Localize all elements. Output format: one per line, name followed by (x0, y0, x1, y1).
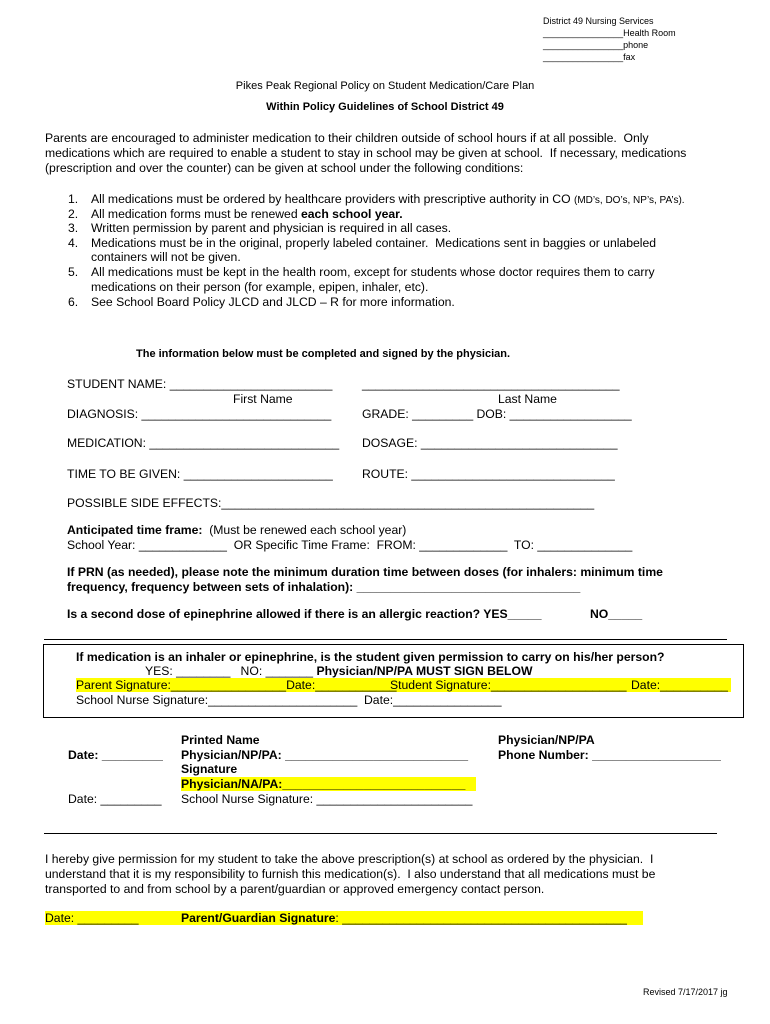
parent-guardian-line[interactable]: : __________________________________________ (335, 911, 627, 925)
list-item-number: 4. (68, 236, 79, 250)
nurse-date-field[interactable]: Date: _________ (68, 792, 162, 806)
list-item-number: 6. (68, 295, 79, 309)
physician-date-field[interactable]: Date: _________ (68, 748, 163, 762)
phone-line[interactable]: ________________phone (543, 40, 649, 50)
physician-signature-field[interactable]: Physician/NA/PA:___________________________ (181, 777, 466, 791)
list-item-text: All medications must be ordered by healthcare providers with prescriptive authority in CO (91, 192, 574, 206)
nurse-signature-field[interactable]: School Nurse Signature:______________________ Date:________________ (76, 693, 502, 707)
org-name: District 49 Nursing Services (543, 16, 654, 26)
parent-guardian-signature-field[interactable] (181, 911, 627, 925)
list-item-continued: medications on their person (for example, epipen, inhaler, etc). (91, 280, 429, 294)
list-item-number: 3. (68, 221, 79, 235)
list-item (91, 192, 685, 206)
phone-header: Physician/NP/PA (498, 733, 595, 747)
intro-line: (prescription and over the counter) can be given at school under the following conditions: (45, 161, 524, 175)
fax-line[interactable]: ________________fax (543, 52, 636, 62)
physician-notice: The information below must be completed and signed by the physician. (136, 348, 511, 360)
prn-field[interactable]: frequency, frequency between sets of inhalation): _________________________________ (67, 580, 581, 594)
medication-field[interactable]: MEDICATION: ____________________________ (67, 436, 340, 450)
diagnosis-field[interactable]: DIAGNOSIS: ____________________________ (67, 407, 332, 421)
list-item-emphasis: each school year. (301, 207, 403, 221)
intro-line: Parents are encouraged to administer medication to their children outside of school hours if at all possible. Only (45, 131, 649, 145)
list-item: Medications must be in the original, properly labeled container. Medications sent in baggies or unlabeled (91, 236, 657, 250)
epinephrine-no-option[interactable]: NO_____ (590, 607, 643, 621)
first-name-label: First Name (233, 392, 293, 406)
timeframe-label: Anticipated time frame: (67, 523, 203, 537)
list-item-continued: containers will not be given. (91, 250, 241, 264)
permission-line: I hereby give permission for my student to take the above prescription(s) at school as ordered by the physician. I (45, 852, 654, 866)
school-nurse-signature-field[interactable]: School Nurse Signature: _______________________ (181, 792, 473, 806)
student-date-field[interactable]: Date:__________ (631, 678, 728, 692)
health-room-line[interactable]: ________________Health Room (543, 28, 676, 38)
school-year-field[interactable]: School Year: _____________ OR Specific Time Frame: FROM: _____________ TO: ______________ (67, 538, 633, 552)
permission-line: understand that it is my responsibility to furnish this medication(s). I also understand that all medications must be (45, 867, 656, 881)
time-to-be-given-field[interactable]: TIME TO BE GIVEN: ______________________ (67, 467, 333, 481)
parent-signature-field[interactable]: Parent Signature:_________________Date:____________ (76, 678, 397, 692)
page-title: Pikes Peak Regional Policy on Student Medication/Care Plan (235, 80, 535, 92)
printed-name-label: Printed Name (181, 733, 260, 747)
epinephrine-question[interactable]: Is a second dose of epinephrine allowed if there is an allergic reaction? YES_____ (67, 607, 542, 621)
last-name-label: Last Name (498, 392, 557, 406)
page-subtitle: Within Policy Guidelines of School District 49 (266, 101, 504, 113)
list-item-text: All medication forms must be renewed (91, 207, 301, 221)
section-divider (44, 833, 717, 834)
prn-question: If PRN (as needed), please note the minimum duration time between doses (for inhalers: minimum time (67, 565, 663, 579)
student-signature-field[interactable]: Student Signature:____________________ (390, 678, 627, 692)
section-divider (44, 639, 727, 640)
permission-line: transported to and from school by a parent/guardian or approved emergency contact person. (45, 882, 545, 896)
side-effects-field[interactable]: POSSIBLE SIDE EFFECTS:_______________________________________________________ (67, 496, 595, 510)
list-item-number: 5. (68, 265, 79, 279)
list-item: All medications must be kept in the health room, except for students whose doctor requires them to carry (91, 265, 655, 279)
carry-question: If medication is an inhaler or epinephrine, is the student given permission to carry on his/her person? (76, 650, 665, 664)
intro-line: medications which are required to enable a student to stay in school may be given at school. If necessary, medications (45, 146, 687, 160)
last-name-field[interactable]: ______________________________________ (362, 377, 620, 391)
list-item (91, 207, 403, 221)
revision-footer: Revised 7/17/2017 jg (643, 987, 728, 997)
route-field[interactable]: ROUTE: ______________________________ (362, 467, 615, 481)
list-item: Written permission by parent and physician is required in all cases. (91, 221, 452, 235)
grade-dob-field[interactable]: GRADE: _________ DOB: __________________ (362, 407, 632, 421)
must-sign-notice: Physician/NP/PA MUST SIGN BELOW (316, 664, 533, 678)
timeframe-note: (Must be renewed each school year) (202, 523, 407, 537)
parent-date-field[interactable]: Date: _________ (45, 911, 139, 925)
phone-number-field[interactable]: Phone Number: ___________________ (498, 748, 721, 762)
list-item: See School Board Policy JLCD and JLCD – R for more information. (91, 295, 455, 309)
list-item-number: 1. (68, 192, 79, 206)
timeframe-heading (67, 523, 406, 537)
parent-guardian-label: Parent/Guardian Signature (181, 911, 336, 925)
student-name-field[interactable]: STUDENT NAME: ________________________ (67, 377, 333, 391)
signature-label: Signature (181, 762, 238, 776)
list-item-number: 2. (68, 207, 79, 221)
yes-no-fields[interactable]: YES: ________ NO: _______ (145, 664, 317, 678)
carry-yes-no[interactable] (145, 664, 532, 678)
physician-printed-name-field[interactable]: Physician/NP/PA: ___________________________ (181, 748, 469, 762)
list-item-note: (MD’s, DO’s, NP’s, PA’s). (573, 195, 685, 206)
dosage-field[interactable]: DOSAGE: _____________________________ (362, 436, 618, 450)
